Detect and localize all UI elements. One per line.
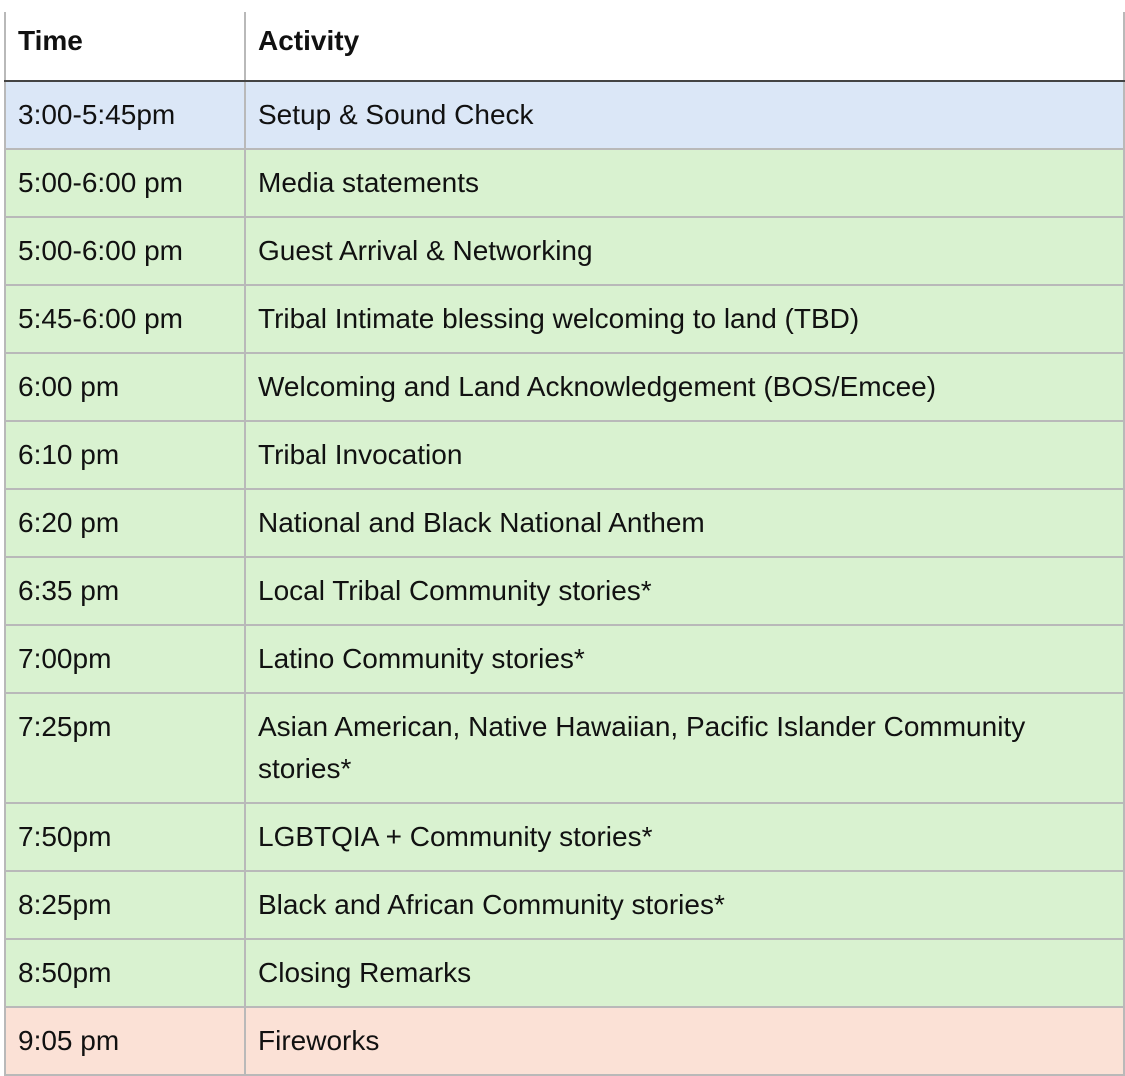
time-cell: 5:45-6:00 pm <box>5 285 245 353</box>
table-header-row <box>5 12 1124 81</box>
activity-cell: Setup & Sound Check <box>245 81 1124 149</box>
activity-cell: Black and African Community stories* <box>245 871 1124 939</box>
activity-cell: Asian American, Native Hawaiian, Pacific Islander Community stories* <box>245 693 1124 803</box>
table-row <box>5 939 1124 1007</box>
table-row <box>5 421 1124 489</box>
column-header-activity: Activity <box>245 12 1124 81</box>
table-row <box>5 1007 1124 1075</box>
time-cell: 6:00 pm <box>5 353 245 421</box>
table-row <box>5 81 1124 149</box>
schedule-table <box>4 12 1125 1076</box>
table-row <box>5 625 1124 693</box>
time-cell: 3:00-5:45pm <box>5 81 245 149</box>
time-cell: 7:25pm <box>5 693 245 803</box>
time-cell: 5:00-6:00 pm <box>5 217 245 285</box>
time-cell: 8:25pm <box>5 871 245 939</box>
table-row <box>5 353 1124 421</box>
time-cell: 7:50pm <box>5 803 245 871</box>
activity-cell: Media statements <box>245 149 1124 217</box>
table-row <box>5 489 1124 557</box>
activity-cell: Guest Arrival & Networking <box>245 217 1124 285</box>
activity-cell: Welcoming and Land Acknowledgement (BOS/Emcee) <box>245 353 1124 421</box>
activity-cell: National and Black National Anthem <box>245 489 1124 557</box>
activity-cell: Local Tribal Community stories* <box>245 557 1124 625</box>
time-cell: 5:00-6:00 pm <box>5 149 245 217</box>
time-cell: 7:00pm <box>5 625 245 693</box>
activity-cell: Tribal Intimate blessing welcoming to land (TBD) <box>245 285 1124 353</box>
time-cell: 6:35 pm <box>5 557 245 625</box>
table-row <box>5 557 1124 625</box>
time-cell: 9:05 pm <box>5 1007 245 1075</box>
time-cell: 6:10 pm <box>5 421 245 489</box>
activity-cell: Closing Remarks <box>245 939 1124 1007</box>
time-cell: 6:20 pm <box>5 489 245 557</box>
activity-cell: Fireworks <box>245 1007 1124 1075</box>
table-row <box>5 217 1124 285</box>
table-row <box>5 803 1124 871</box>
table-row <box>5 285 1124 353</box>
activity-cell: Latino Community stories* <box>245 625 1124 693</box>
activity-cell: Tribal Invocation <box>245 421 1124 489</box>
table-row <box>5 149 1124 217</box>
table-row <box>5 871 1124 939</box>
activity-cell: LGBTQIA + Community stories* <box>245 803 1124 871</box>
table-row <box>5 693 1124 803</box>
column-header-time: Time <box>5 12 245 81</box>
time-cell: 8:50pm <box>5 939 245 1007</box>
